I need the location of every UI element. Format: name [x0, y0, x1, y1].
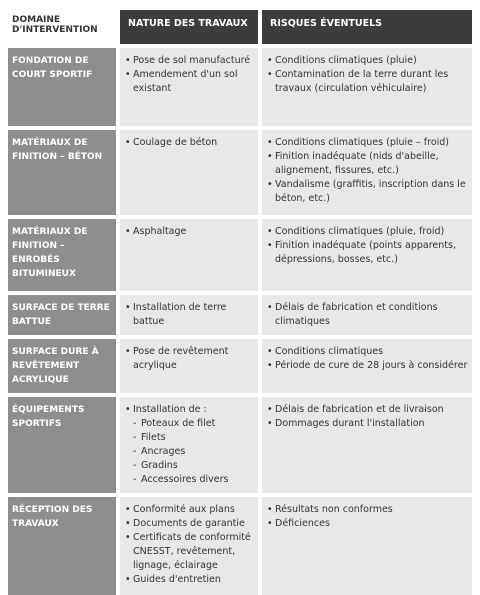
row-nature — [120, 130, 258, 215]
list-item: • Documents de garantie — [125, 517, 254, 531]
list-item: • Vandalisme (graffitis, inscription dans le béton, etc.) — [267, 178, 468, 206]
list-item: • Asphaltage — [125, 225, 254, 239]
list-item: - Accessoires divers — [125, 473, 254, 487]
row-risques — [262, 48, 472, 126]
list-item: • Finition inadéquate (nids d'abeille, alignement, fissures, etc.) — [267, 150, 468, 178]
table-row — [8, 497, 472, 595]
row-nature — [120, 497, 258, 595]
row-nature — [120, 295, 258, 335]
header-risques: RISQUES ÉVENTUELS — [262, 10, 472, 44]
list-item: • Conditions climatiques — [267, 345, 468, 359]
table-row — [8, 219, 472, 291]
list-item: - Ancrages — [125, 445, 254, 459]
list-item: - Filets — [125, 431, 254, 445]
row-domaine: MATÉRIAUX DE FINITION – ENROBÉS BITUMINEUX — [8, 219, 116, 291]
table-row — [8, 130, 472, 215]
list-item: • Amendement d'un sol existant — [125, 68, 254, 96]
list-item: • Déficiences — [267, 517, 468, 531]
header-domaine: DOMAINE D'INTERVENTION — [12, 15, 98, 35]
table-row — [8, 397, 472, 493]
list-item: • Conditions climatiques (pluie, froid) — [267, 225, 468, 239]
table-row — [8, 48, 472, 126]
list-item: • Certificats de conformité CNESST, revêtement, lignage, éclairage — [125, 531, 254, 573]
list-item: - Gradins — [125, 459, 254, 473]
list-item: • Guides d'entretien — [125, 573, 254, 587]
row-domaine: MATÉRIAUX DE FINITION – BÉTON — [8, 130, 116, 215]
row-risques — [262, 219, 472, 291]
list-item: • Pose de revêtement acrylique — [125, 345, 254, 373]
list-item: • Résultats non conformes — [267, 503, 468, 517]
list-item: - Poteaux de filet — [125, 417, 254, 431]
row-nature — [120, 339, 258, 393]
intervention-table — [8, 10, 472, 595]
list-item: • Contamination de la terre durant les travaux (circulation véhiculaire) — [267, 68, 468, 96]
row-nature — [120, 397, 258, 493]
table-header — [8, 10, 472, 44]
row-domaine: SURFACE DURE À REVÊTEMENT ACRYLIQUE — [8, 339, 116, 393]
row-domaine: RÉCEPTION DES TRAVAUX — [8, 497, 116, 595]
row-domaine: SURFACE DE TERRE BATTUE — [8, 295, 116, 335]
row-risques — [262, 397, 472, 493]
list-item: • Délais de fabrication et de livraison — [267, 403, 468, 417]
list-item: • Pose de sol manufacturé — [125, 54, 254, 68]
table-row — [8, 295, 472, 335]
row-risques — [262, 497, 472, 595]
row-domaine: ÉQUIPEMENTS SPORTIFS — [8, 397, 116, 493]
table-row — [8, 339, 472, 393]
row-risques — [262, 339, 472, 393]
list-item: • Délais de fabrication et conditions climatiques — [267, 301, 468, 329]
list-item: • Conditions climatiques (pluie – froid) — [267, 136, 468, 150]
row-nature — [120, 219, 258, 291]
list-item: • Dommages durant l'installation — [267, 417, 468, 431]
row-domaine: FONDATION DE COURT SPORTIF — [8, 48, 116, 126]
list-item: • Conformité aux plans — [125, 503, 254, 517]
row-nature — [120, 48, 258, 126]
list-item: • Finition inadéquate (points apparents, dépressions, bosses, etc.) — [267, 239, 468, 267]
row-risques — [262, 130, 472, 215]
row-risques — [262, 295, 472, 335]
header-nature: NATURE DES TRAVAUX — [120, 10, 258, 44]
list-item: • Conditions climatiques (pluie) — [267, 54, 468, 68]
list-item: • Période de cure de 28 jours à considérer — [267, 359, 468, 373]
list-item: • Installation de terre battue — [125, 301, 254, 329]
list-item: • Coulage de béton — [125, 136, 254, 150]
list-item: • Installation de : — [125, 403, 254, 417]
